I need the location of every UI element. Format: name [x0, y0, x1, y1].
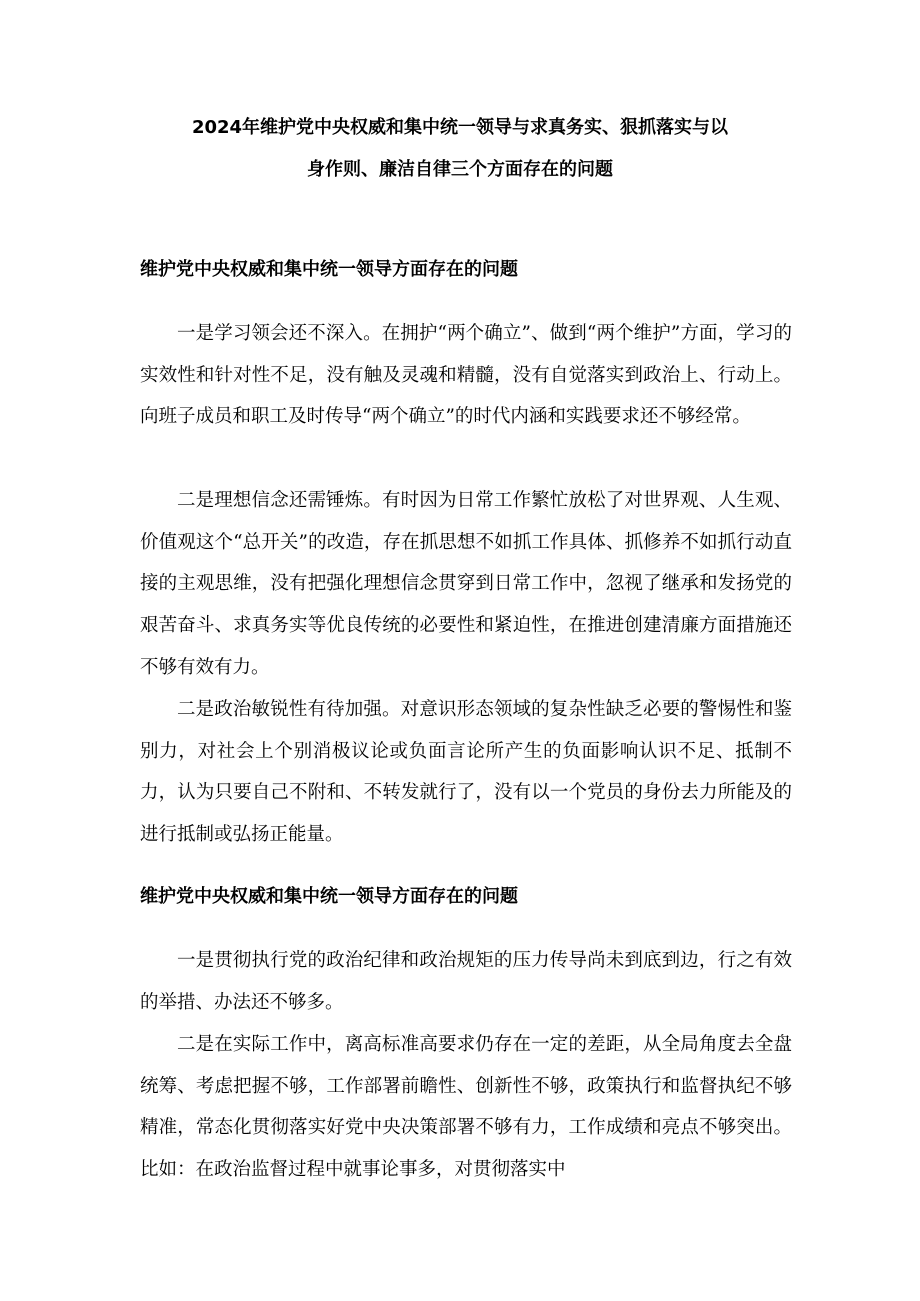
- section-heading-2: 维护党中央权威和集中统一领导方面存在的问题: [140, 886, 518, 907]
- paragraph: 二是在实际工作中，离高标准高要求仍存在一定的差距，从全局角度去全盘统筹、考虑把握不够，工作部署前瞻性、创新性不够，政策执行和监督执纪不够精准，常态化贯彻落实好党中央决策部署不够有力，工作成绩和亮点不够突出。比如：在政治监督过程中就事论事多，对贯彻落实中: [140, 1034, 792, 1181]
- paragraph: 一是学习领会还不深入。在拥护“两个确立”、做到“两个维护”方面，学习的实效性和针对性不足，没有触及灵魂和精髓，没有自觉落实到政治上、行动上。向班子成员和职工及时传导“两个确立”的时代内涵和实践要求还不够经常。: [140, 323, 792, 428]
- section-heading-1: 维护党中央权威和集中统一领导方面存在的问题: [140, 259, 518, 280]
- paragraph: 一是贯彻执行党的政治纪律和政治规矩的压力传导尚未到底到边，行之有效的举措、办法还不够多。: [140, 950, 792, 1013]
- paragraph: 二是理想信念还需锤炼。有时因为日常工作繁忙放松了对世界观、人生观、价值观这个“总开关”的改造，存在抓思想不如抓工作具体、抓修养不如抓行动直接的主观思维，没有把强化理想信念贯穿到日常工作中，忽视了继承和发扬党的艰苦奋斗、求真务实等优良传统的必要性和紧迫性，在推进创建清廉方面措施还不够有效有力。: [140, 490, 792, 678]
- document-title-line-2: 身作则、廉洁自律三个方面存在的问题: [307, 159, 613, 180]
- document-title-line-1: 2024年维护党中央权威和集中统一领导与求真务实、狠抓落实与以: [191, 117, 729, 138]
- paragraph: 二是政治敏锐性有待加强。对意识形态领域的复杂性缺乏必要的警惕性和鉴别力，对社会上个别消极议论或负面言论所产生的负面影响认识不足、抵制不力，认为只要自己不附和、不转发就行了，没有以一个党员的身份去力所能及的进行抵制或弘扬正能量。: [140, 699, 792, 846]
